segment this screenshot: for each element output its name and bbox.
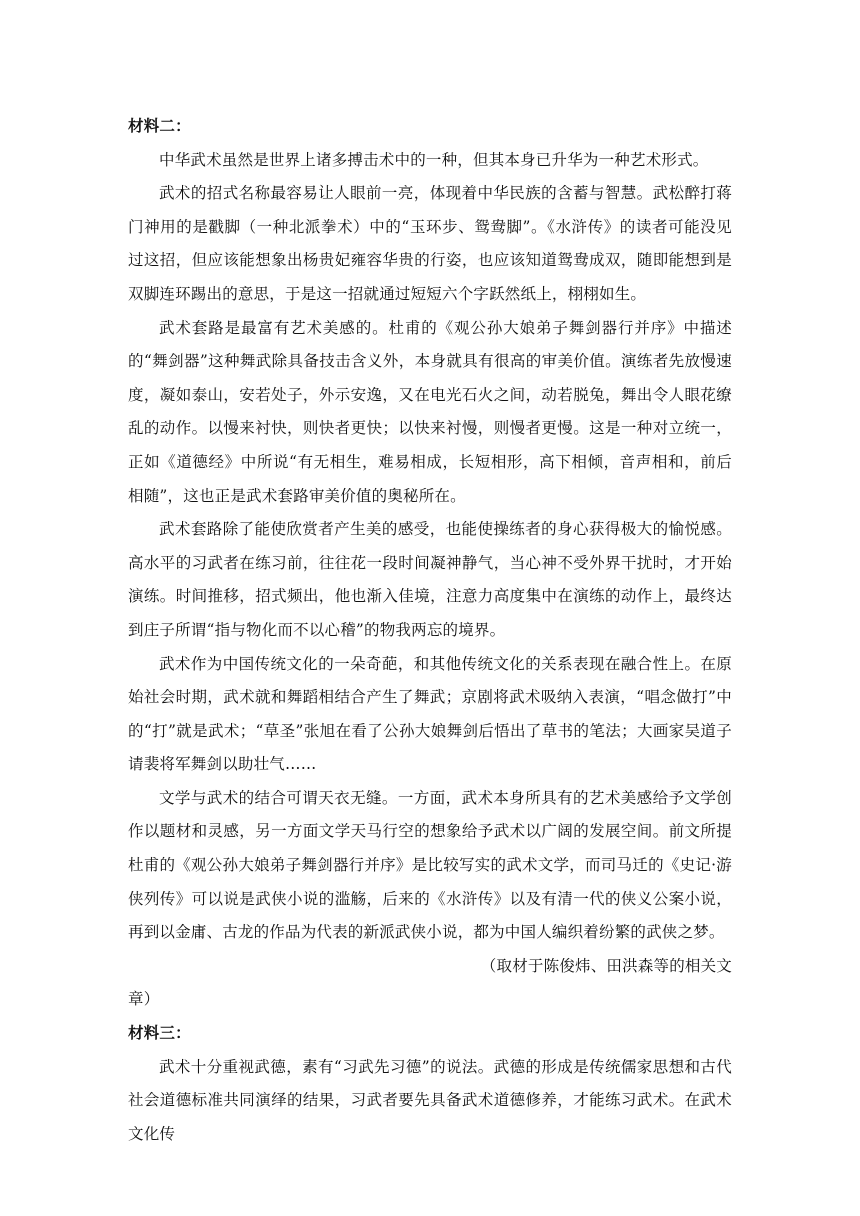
source-citation (128, 950, 732, 1017)
paragraph: 武术作为中国传统文化的一朵奇葩，和其他传统文化的关系表现在融合性上。在原始社会时期，武术就和舞蹈相结合产生了舞武；京剧将武术吸纳入表演，“唱念做打”中的“打”就是武术；“草圣”张旭在看了公孙大娘舞剑后悟出了草书的笔法；大画家吴道子请裴将军舞剑以助壮气…… (128, 654, 732, 774)
paragraph: 中华武术虽然是世界上诸多搏击术中的一种，但其本身已升华为一种艺术形式。 (159, 150, 709, 169)
paragraph: 武术的招式名称最容易让人眼前一亮，体现着中华民族的含蓄与智慧。武松醉打蒋门神用的是戳脚（一种北派拳术）中的“玉环步、鸳鸯脚”。《水浒传》的读者可能没见过这招，但应该能想象出杨贵妃雍容华贵的行姿，也应该知道鸳鸯成双，随即能想到是双脚连环踢出的意思，于是这一招就通过短短六个字跃然纸上，栩栩如生。 (128, 184, 732, 303)
section-heading-material-3: 材料三： (128, 1024, 191, 1043)
paragraph: 武术套路除了能使欣赏者产生美的感受，也能使操练者的身心获得极大的愉悦感。高水平的习武者在练习前，往往花一段时间凝神静气，当心神不受外界干扰时，才开始演练。时间推移，招式频出，他也渐入佳境，注意力高度集中在演练的动作上，最终达到庄子所谓“指与物化而不以心稽”的物我两忘的境界。 (128, 520, 732, 639)
paragraph: 武术十分重视武德，素有“习武先习德”的说法。武德的形成是传统儒家思想和古代社会道德标准共同演绎的结果，习武者要先具备武术道德修养，才能练习武术。在武术文化传 (128, 1057, 732, 1143)
paragraph: 文学与武术的结合可谓天衣无缝。一方面，武术本身所具有的艺术美感给予文学创作以题材和灵感，另一方面文学天马行空的想象给予武术以广阔的发展空间。前文所提杜甫的《观公孙大娘弟子舞剑器行并序》是比较写实的武术文学，而司马迁的《史记·游侠列传》可以说是武侠小说的滥觞，后来的《水浒传》以及有清一代的侠义公案小说，再到以金庸、古龙的作品为代表的新派武侠小说，都为中国人编织着纷繁的武侠之梦。 (128, 788, 732, 942)
source-citation-line-1: （取材于陈俊炜、田洪森等的相关文 (480, 956, 732, 975)
paragraph: 武术套路是最富有艺术美感的。杜甫的《观公孙大娘弟子舞剑器行并序》中描述的“舞剑器”这种舞武除具备技击含义外，本身就具有很高的审美价值。演练者先放慢速度，凝如泰山，安若处子，外示安逸，又在电光石火之间，动若脱兔，舞出令人眼花缭乱的动作。以慢来衬快，则快者更快；以快来衬慢，则慢者更慢。这是一种对立统一，正如《道德经》中所说“有无相生，难易相成，长短相形，高下相倾，音声相和，前后相随”，这也正是武术套路审美价值的奥秘所在。 (128, 318, 732, 505)
section-heading-material-2: 材料二： (128, 117, 191, 135)
document-body (128, 110, 732, 1151)
source-citation-line-2: 章） (128, 990, 160, 1009)
